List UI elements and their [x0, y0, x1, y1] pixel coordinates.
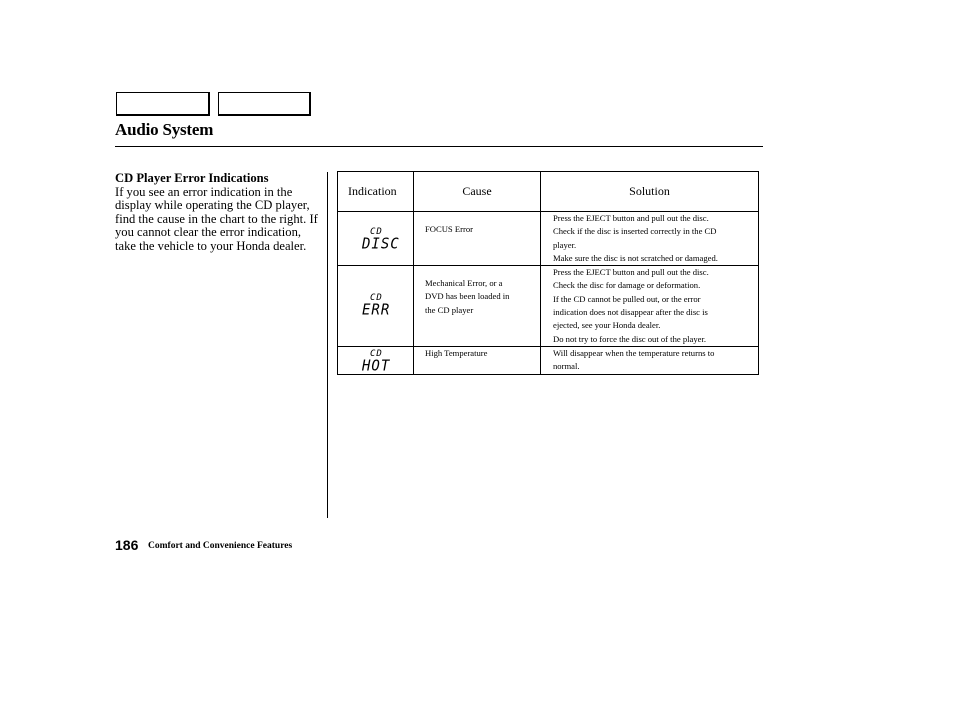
nav-tab-box-right[interactable] — [218, 92, 311, 116]
solution-line: player. — [553, 239, 577, 250]
lcd-bottom-text: DISC — [362, 235, 400, 253]
cause-line: Mechanical Error, or a — [425, 278, 503, 289]
lcd-err-icon — [362, 294, 390, 317]
solution-cell — [541, 346, 759, 374]
lcd-disc-icon — [362, 228, 400, 251]
solution-line: ejected, see your Honda dealer. — [553, 320, 661, 331]
intro-subhead: CD Player Error Indications — [115, 171, 269, 185]
nav-tab-box-left[interactable] — [116, 92, 210, 116]
solution-line: Press the EJECT button and pull out the disc. — [553, 213, 709, 223]
title-divider — [115, 146, 763, 147]
solution-line: normal. — [553, 361, 580, 372]
intro-text — [115, 172, 320, 253]
intro-body: If you see an error indication in the display while operating the CD player, find the cause in the chart to the right. If you cannot clear the error indication, take the vehicle to your Honda dealer. — [115, 184, 318, 253]
solution-cell — [541, 266, 759, 347]
header-solution: Solution — [541, 172, 759, 212]
error-indication-table — [337, 171, 759, 375]
table-row — [338, 346, 759, 374]
page-title: Audio System — [115, 120, 214, 139]
cause-line: High Temperature — [425, 347, 488, 358]
column-divider — [327, 172, 328, 518]
solution-cell — [541, 212, 759, 266]
indication-cell — [338, 266, 414, 347]
cause-line: the CD player — [425, 304, 474, 315]
solution-line: Check if the disc is inserted correctly in the CD — [553, 226, 717, 237]
lcd-top-text: CD — [370, 227, 383, 237]
indication-cell — [338, 212, 414, 266]
lcd-top-text: CD — [370, 348, 383, 359]
cause-line: FOCUS Error — [425, 224, 473, 234]
page-number: 186 — [115, 537, 139, 553]
solution-line: Make sure the disc is not scratched or damaged. — [553, 252, 718, 263]
solution-line: If the CD cannot be pulled out, or the error — [553, 293, 701, 304]
indication-cell — [338, 346, 414, 374]
table-row — [338, 212, 759, 266]
table-header-row — [338, 172, 759, 212]
lcd-bottom-text: HOT — [362, 357, 391, 375]
lcd-top-text: CD — [370, 293, 383, 304]
solution-line: Will disappear when the temperature returns to — [553, 347, 715, 358]
lcd-hot-icon — [362, 350, 390, 373]
cause-cell — [414, 212, 541, 266]
solution-line: indication does not disappear after the disc is — [553, 307, 708, 318]
cause-cell — [414, 346, 541, 374]
lcd-bottom-text: ERR — [362, 301, 391, 319]
solution-line: Check the disc for damage or deformation. — [553, 280, 701, 291]
solution-line: Do not try to force the disc out of the player. — [553, 333, 706, 344]
header-indication: Indication — [338, 172, 414, 212]
solution-line: Press the EJECT button and pull out the disc. — [553, 267, 709, 278]
page-section-label: Comfort and Convenience Features — [148, 541, 293, 551]
header-cause: Cause — [414, 172, 541, 212]
cause-line: DVD has been loaded in — [425, 291, 510, 302]
table-row — [338, 266, 759, 347]
cause-cell — [414, 266, 541, 347]
